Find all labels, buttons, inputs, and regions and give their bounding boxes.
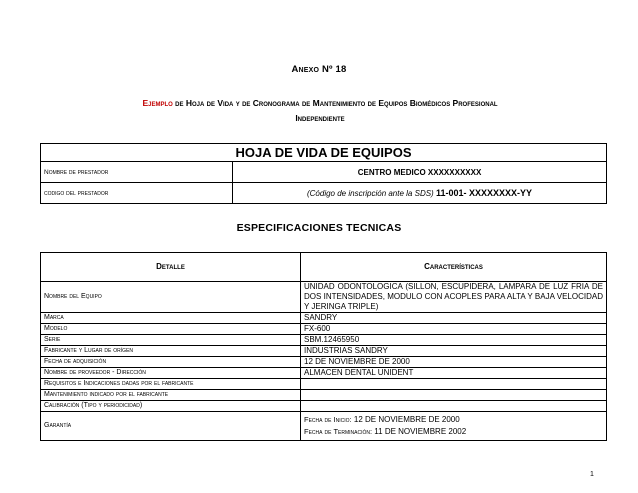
table-row [41,346,607,357]
table-row [41,162,607,183]
provider-code-value: 11-001- XXXXXXXX-YY [435,188,532,198]
spec-label: Nombre de proveedor - Dirección [41,368,301,379]
provider-name-value: CENTRO MEDICO XXXXXXXXXX [233,162,607,183]
annex-title: Anexo Nº 18 [291,64,347,75]
provider-name-label: Nombre de prestador [41,162,233,183]
spec-value [301,390,607,401]
table-header-row [41,253,607,282]
warranty-start-label: Fecha de Inicio: [304,415,352,424]
spec-value: SBM.12465950 [301,335,607,346]
table-row [41,324,607,335]
spec-label: Requisitos e Indicaciones dadas por el fabricante [41,379,301,390]
page-number: 1 [590,471,594,478]
table-row [41,183,607,204]
spec-value: FX-600 [301,324,607,335]
warranty-label: Garantía [41,412,301,441]
spec-value: INDUSTRIAS SANDRY [301,346,607,357]
spec-label: Modelo [41,324,301,335]
table-row [41,379,607,390]
document-heading [40,96,600,126]
spec-label: Mantenimiento indicado por el fabricante [41,390,301,401]
table-row [41,401,607,412]
spec-label: Fabricante y Lugar de orígen [41,346,301,357]
heading-line-2: Independiente [295,113,345,123]
spec-label: Serie [41,335,301,346]
spec-value: UNIDAD ODONTOLOGICA (SILLON, ESCUPIDERA, LAMPARA DE LUZ FRIA DE DOS INTENSIDADES, MODULO CON ACOPLES PARA ALTA Y BAJA VELOCIDAD Y JERINGA TRIPLE) [301,282,607,313]
warranty-end-value: 11 DE NOVIEMBRE 2002 [372,427,467,436]
table-row [41,335,607,346]
provider-code-label: codigo del prestador [41,183,233,204]
spec-label: Marca [41,313,301,324]
table-row [41,357,607,368]
specifications-table [40,252,607,441]
warranty-start-value: 12 DE NOVIEMBRE DE 2000 [351,415,460,424]
provider-code-note: (Código de inscripción ante la SDS) [306,189,436,198]
spec-value: SANDRY [301,313,607,324]
warranty-dates [301,412,607,441]
detail-header: Detalle [41,253,301,282]
sheet-title: HOJA DE VIDA DE EQUIPOS [41,144,607,162]
table-row [41,282,607,313]
spec-label: Nombre del Equipo [41,282,301,313]
spec-label: Fecha de adquisición [41,357,301,368]
table-row [41,313,607,324]
spec-value: 12 DE NOVIEMBRE DE 2000 [301,357,607,368]
spec-value [301,401,607,412]
characteristics-header: Características [301,253,607,282]
spec-value [301,379,607,390]
warranty-end-label: Fecha de Terminación: [304,427,373,436]
heading-highlight: Ejemplo [142,98,173,108]
equipment-sheet-table [40,143,607,204]
table-row [41,390,607,401]
provider-code-cell [233,183,607,204]
table-row [41,368,607,379]
specifications-title: ESPECIFICACIONES TECNICAS [236,222,402,234]
heading-line-1: de Hoja de Vida y de Cronograma de Mantenimiento de Equipos Biomédicos Profesional [172,98,498,108]
spec-label: Calibración (Tipo y periodicidad) [41,401,301,412]
table-row [41,412,607,441]
spec-value: ALMACEN DENTAL UNIDENT [301,368,607,379]
